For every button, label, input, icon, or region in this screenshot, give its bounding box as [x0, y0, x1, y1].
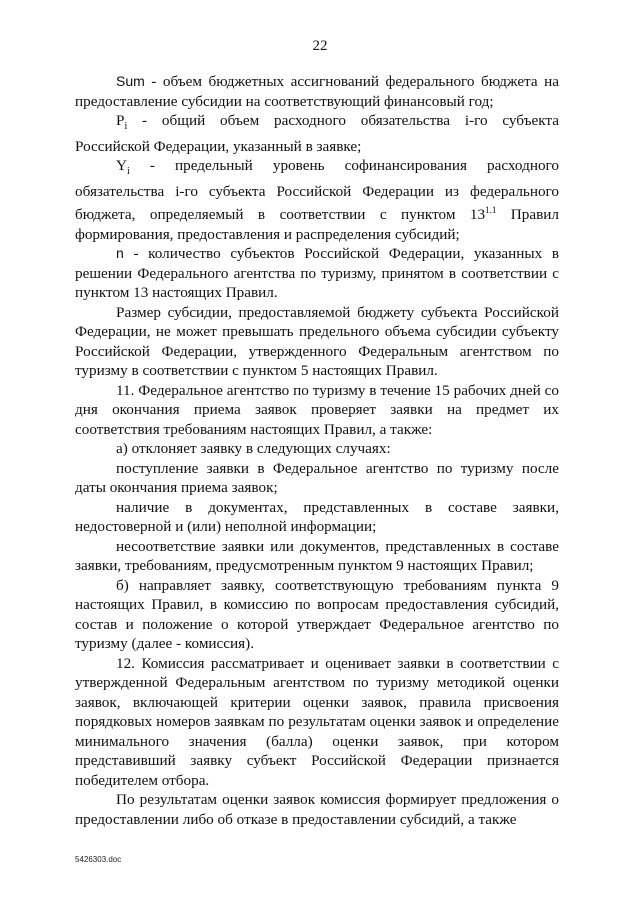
symbol-n: n [116, 245, 124, 262]
superscript: 1.1 [485, 205, 497, 216]
page-number: 22 [312, 38, 328, 54]
symbol-sum: Sum [116, 73, 145, 89]
paragraph: поступление заявки в Федеральное агентство по туризму после даты окончания приема заявок; [75, 459, 559, 497]
paragraph-text: Правил формирования, предоставления и распределения субсидий; [75, 206, 559, 243]
paragraph-text: - объем бюджетных ассигнований федерального бюджета на предоставление субсидии на соответствующий финансовый год; [75, 73, 559, 110]
document-filename: 5426303.doc [75, 855, 122, 864]
paragraph: б) направляет заявку, соответствующую требованиям пункта 9 настоящих Правил, в комиссию по вопросам предоставления субсидий, состав и положение о которой утверждает Федеральное агентство по туризму (далее - комиссия). [75, 576, 559, 653]
paragraph-n [75, 244, 559, 303]
paragraph: По результатам оценки заявок комиссия формирует предложения о предоставлении либо об отказе в предоставлении субсидий, а также [75, 791, 559, 828]
symbol-p: P [116, 112, 125, 129]
paragraph: а) отклоняет заявку в следующих случаях: [116, 440, 391, 458]
paragraph-pi [75, 111, 559, 156]
symbol-subscript: i [126, 166, 130, 178]
paragraph-sum [75, 72, 559, 111]
symbol-subscript: i [124, 121, 128, 133]
symbol-y: Y [116, 157, 127, 175]
document-body [75, 72, 559, 829]
paragraph: наличие в документах, представленных в составе заявки, недостоверной и (или) неполной информации; [75, 498, 559, 536]
paragraph: Размер субсидии, предоставляемой бюджету субъекта Российской Федерации, не может превышать предельного объема субсидии субъекту Российской Федерации, утвержденного Федеральным агентством по туризму в соответствии с пунктом 5 настоящих Правил. [75, 303, 559, 380]
paragraph-yi [75, 156, 559, 244]
paragraph-text: - предельный уровень софинансирования расходного обязательства i-го субъекта Российской Федерации из федерального бюджета, определяемый в соответствии с пунктом 13 [75, 157, 559, 224]
paragraph: несоответствие заявки или документов, представленных в составе заявки, требованиям, предусмотренным пунктом 9 настоящих Правил; [75, 537, 559, 575]
paragraph: 11. Федеральное агентство по туризму в течение 15 рабочих дней со дня окончания приема заявок проверяет заявки на предмет их соответствия требованиям настоящих Правил, а также: [75, 381, 559, 438]
paragraph-text: - количество субъектов Российской Федерации, указанных в решении Федерального агентства по туризму, принятом в соответствии с пунктом 13 настоящих Правил. [75, 245, 559, 302]
paragraph: 12. Комиссия рассматривает и оценивает заявки в соответствии с утвержденной Федеральным агентством по туризму методикой оценки заявок, включающей критерии оценки заявок, правила присвоения порядковых номеров заявкам по результатам оценки заявок и определение минимального значения (балла) оценки заявок, при котором представивший заявку субъект Российской Федерации признается победителем отбора. [75, 654, 559, 789]
paragraph-text: - общий объем расходного обязательства i-го субъекта Российской Федерации, указанный в заявке; [75, 112, 559, 155]
